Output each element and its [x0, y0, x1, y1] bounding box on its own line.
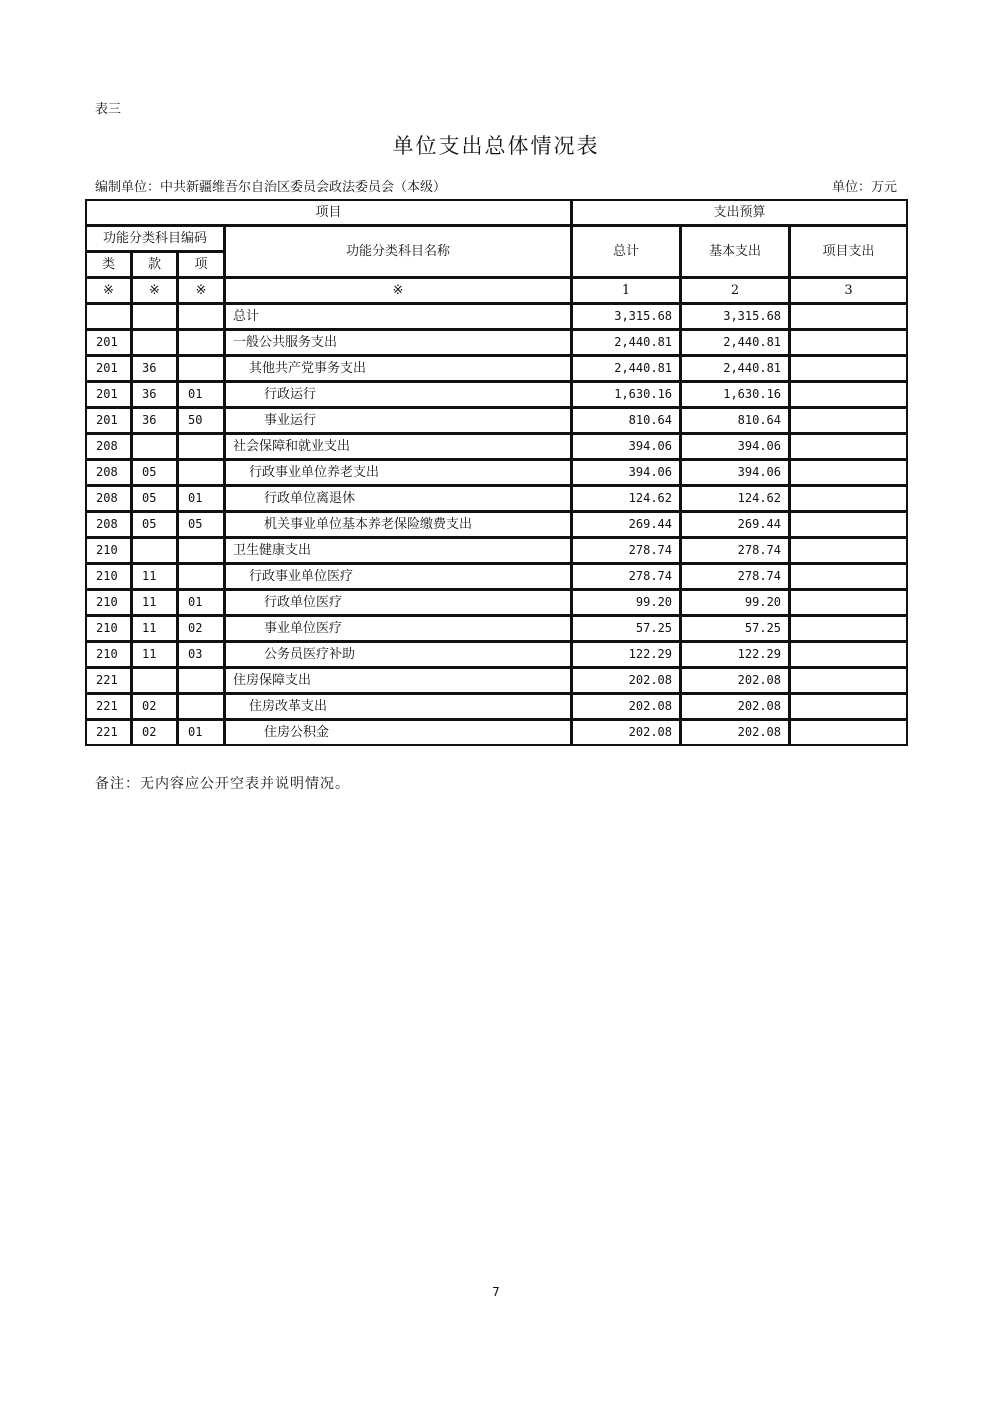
header-project: 项目 — [86, 200, 572, 226]
cell-total: 394.06 — [572, 460, 681, 486]
cell-basic: 2,440.81 — [681, 330, 790, 356]
cell-basic: 202.08 — [681, 694, 790, 720]
table-row — [86, 538, 908, 564]
cell-lei: 208 — [86, 434, 132, 460]
cell-kuan: 02 — [132, 694, 178, 720]
cell-name: 行政运行 — [225, 382, 572, 408]
cell-kuan: 36 — [132, 408, 178, 434]
cell-proj — [790, 590, 908, 616]
cell-basic: 394.06 — [681, 434, 790, 460]
cell-kuan: 02 — [132, 720, 178, 746]
cell-xiang — [178, 434, 225, 460]
cell-lei: 201 — [86, 356, 132, 382]
table-row — [86, 512, 908, 538]
cell-proj — [790, 616, 908, 642]
cell-kuan: 11 — [132, 642, 178, 668]
cell-name: 行政事业单位养老支出 — [225, 460, 572, 486]
cell-basic: 2,440.81 — [681, 356, 790, 382]
cell-proj — [790, 408, 908, 434]
cell-xiang — [178, 564, 225, 590]
cell-total: 57.25 — [572, 616, 681, 642]
cell-total: 1,630.16 — [572, 382, 681, 408]
table-row — [86, 694, 908, 720]
table-row — [86, 356, 908, 382]
cell-xiang — [178, 668, 225, 694]
table-row — [86, 668, 908, 694]
cell-name: 行政事业单位医疗 — [225, 564, 572, 590]
table-label: 表三 — [95, 102, 122, 117]
cell-xiang: 50 — [178, 408, 225, 434]
cell-name: 住房保障支出 — [225, 668, 572, 694]
table-row — [86, 642, 908, 668]
cell-name: 社会保障和就业支出 — [225, 434, 572, 460]
cell-total: 202.08 — [572, 720, 681, 746]
cell-name: 卫生健康支出 — [225, 538, 572, 564]
cell-kuan: 11 — [132, 590, 178, 616]
cell-lei: 210 — [86, 642, 132, 668]
cell-name: 住房改革支出 — [225, 694, 572, 720]
mark-cell: ※ — [132, 278, 178, 304]
cell-proj — [790, 512, 908, 538]
cell-proj — [790, 330, 908, 356]
cell-lei: 201 — [86, 382, 132, 408]
cell-total: 278.74 — [572, 538, 681, 564]
cell-kuan — [132, 668, 178, 694]
cell-total: 2,440.81 — [572, 330, 681, 356]
cell-kuan: 05 — [132, 512, 178, 538]
cell-kuan — [132, 434, 178, 460]
cell-basic: 269.44 — [681, 512, 790, 538]
header-budget: 支出预算 — [572, 200, 908, 226]
table-row — [86, 590, 908, 616]
header-proj: 项目支出 — [790, 226, 908, 278]
table-row — [86, 434, 908, 460]
cell-xiang: 05 — [178, 512, 225, 538]
cell-xiang — [178, 538, 225, 564]
table-row — [86, 382, 908, 408]
cell-lei — [86, 304, 132, 330]
mark-cell: ※ — [225, 278, 572, 304]
cell-basic: 122.29 — [681, 642, 790, 668]
cell-lei: 208 — [86, 486, 132, 512]
cell-proj — [790, 304, 908, 330]
table-row — [86, 330, 908, 356]
cell-xiang — [178, 356, 225, 382]
cell-lei: 221 — [86, 668, 132, 694]
cell-kuan — [132, 538, 178, 564]
cell-kuan: 05 — [132, 486, 178, 512]
cell-total: 810.64 — [572, 408, 681, 434]
cell-xiang: 02 — [178, 616, 225, 642]
cell-proj — [790, 694, 908, 720]
cell-basic: 202.08 — [681, 720, 790, 746]
cell-proj — [790, 668, 908, 694]
cell-kuan: 36 — [132, 382, 178, 408]
cell-name: 事业运行 — [225, 408, 572, 434]
cell-kuan: 05 — [132, 460, 178, 486]
cell-lei: 221 — [86, 720, 132, 746]
header-func-code: 功能分类科目编码 — [86, 226, 225, 252]
table-row — [86, 564, 908, 590]
cell-name: 一般公共服务支出 — [225, 330, 572, 356]
cell-lei: 210 — [86, 538, 132, 564]
cell-xiang — [178, 330, 225, 356]
cell-xiang: 03 — [178, 642, 225, 668]
header-row-2 — [86, 226, 908, 252]
col-index-2: 2 — [681, 278, 790, 304]
cell-kuan: 11 — [132, 564, 178, 590]
cell-basic: 278.74 — [681, 538, 790, 564]
cell-xiang — [178, 304, 225, 330]
cell-name: 住房公积金 — [225, 720, 572, 746]
cell-total: 99.20 — [572, 590, 681, 616]
cell-kuan: 36 — [132, 356, 178, 382]
cell-name: 机关事业单位基本养老保险缴费支出 — [225, 512, 572, 538]
mark-cell: ※ — [86, 278, 132, 304]
cell-xiang: 01 — [178, 486, 225, 512]
cell-proj — [790, 356, 908, 382]
page-number: 7 — [492, 1285, 500, 1299]
cell-total: 394.06 — [572, 434, 681, 460]
cell-kuan — [132, 330, 178, 356]
cell-basic: 1,630.16 — [681, 382, 790, 408]
cell-basic: 394.06 — [681, 460, 790, 486]
cell-basic: 278.74 — [681, 564, 790, 590]
cell-proj — [790, 564, 908, 590]
cell-proj — [790, 538, 908, 564]
cell-basic: 57.25 — [681, 616, 790, 642]
cell-lei: 221 — [86, 694, 132, 720]
header-kuan: 款 — [132, 252, 178, 278]
cell-basic: 99.20 — [681, 590, 790, 616]
header-lei: 类 — [86, 252, 132, 278]
cell-xiang: 01 — [178, 590, 225, 616]
header-total: 总计 — [572, 226, 681, 278]
cell-total: 269.44 — [572, 512, 681, 538]
cell-proj — [790, 486, 908, 512]
cell-proj — [790, 720, 908, 746]
org-line: 编制单位：中共新疆维吾尔自治区委员会政法委员会（本级） — [95, 180, 447, 195]
unit-line: 单位：万元 — [831, 180, 897, 195]
cell-lei: 208 — [86, 460, 132, 486]
cell-name: 公务员医疗补助 — [225, 642, 572, 668]
cell-proj — [790, 434, 908, 460]
cell-xiang — [178, 460, 225, 486]
mark-cell: ※ — [178, 278, 225, 304]
cell-name: 事业单位医疗 — [225, 616, 572, 642]
cell-name: 行政单位医疗 — [225, 590, 572, 616]
header-func-name: 功能分类科目名称 — [225, 226, 572, 278]
table-row — [86, 460, 908, 486]
cell-proj — [790, 460, 908, 486]
cell-kuan: 11 — [132, 616, 178, 642]
col-index-3: 3 — [790, 278, 908, 304]
cell-name: 行政单位离退休 — [225, 486, 572, 512]
cell-total: 124.62 — [572, 486, 681, 512]
table-row — [86, 408, 908, 434]
cell-total: 122.29 — [572, 642, 681, 668]
table-row — [86, 616, 908, 642]
cell-proj — [790, 642, 908, 668]
cell-lei: 210 — [86, 616, 132, 642]
cell-basic: 202.08 — [681, 668, 790, 694]
cell-lei: 201 — [86, 330, 132, 356]
footnote: 备注：无内容应公开空表并说明情况。 — [95, 776, 350, 792]
cell-total: 278.74 — [572, 564, 681, 590]
cell-total: 202.08 — [572, 668, 681, 694]
cell-basic: 810.64 — [681, 408, 790, 434]
expenditure-table — [85, 199, 908, 746]
cell-xiang: 01 — [178, 382, 225, 408]
cell-basic: 124.62 — [681, 486, 790, 512]
cell-lei: 201 — [86, 408, 132, 434]
cell-proj — [790, 382, 908, 408]
cell-total: 2,440.81 — [572, 356, 681, 382]
table-row — [86, 304, 908, 330]
cell-total: 3,315.68 — [572, 304, 681, 330]
header-row-1 — [86, 200, 908, 226]
cell-kuan — [132, 304, 178, 330]
cell-name: 其他共产党事务支出 — [225, 356, 572, 382]
cell-total: 202.08 — [572, 694, 681, 720]
page-title: 单位支出总体情况表 — [392, 134, 600, 158]
cell-xiang: 01 — [178, 720, 225, 746]
cell-lei: 210 — [86, 564, 132, 590]
cell-basic: 3,315.68 — [681, 304, 790, 330]
cell-xiang — [178, 694, 225, 720]
table-row — [86, 720, 908, 746]
header-xiang: 项 — [178, 252, 225, 278]
col-index-1: 1 — [572, 278, 681, 304]
header-row-4 — [86, 278, 908, 304]
cell-lei: 210 — [86, 590, 132, 616]
cell-lei: 208 — [86, 512, 132, 538]
table-row — [86, 486, 908, 512]
header-basic: 基本支出 — [681, 226, 790, 278]
cell-name: 总计 — [225, 304, 572, 330]
